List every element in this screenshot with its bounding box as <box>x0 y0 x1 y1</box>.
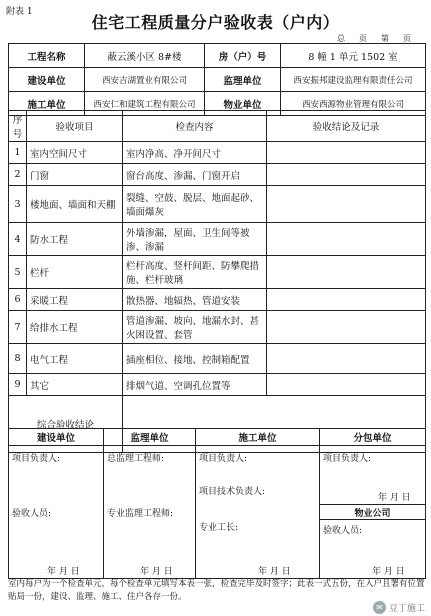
row-item: 室内空间尺寸 <box>27 142 123 164</box>
row-no: 5 <box>9 256 27 289</box>
header-no: 序号 <box>9 111 27 142</box>
sign-header-contractor: 施工单位 <box>196 429 320 446</box>
sign-header-builder: 建设单位 <box>9 429 104 446</box>
builder-label: 建设单位 <box>9 68 85 92</box>
row-content: 裂缝、空鼓、脱层、地面起砂、墙面爆灰 <box>123 186 267 223</box>
row-item: 采暖工程 <box>27 289 123 311</box>
watermark: ✉ 豆丁施工 <box>373 601 425 614</box>
row-no: 2 <box>9 164 27 186</box>
header-content: 检查内容 <box>123 111 267 142</box>
row-item: 电气工程 <box>27 344 123 374</box>
table-row <box>9 344 426 374</box>
row-result[interactable] <box>267 311 426 344</box>
row-item: 其它 <box>27 374 123 396</box>
supervisor-label: 监理单位 <box>205 68 281 92</box>
row-result[interactable] <box>267 223 426 256</box>
row-no: 4 <box>9 223 27 256</box>
sign-builder-cell[interactable]: 项目负责人: 验收人员: 年 月 日 <box>9 446 104 579</box>
row-result[interactable] <box>267 374 426 396</box>
row-no: 1 <box>9 142 27 164</box>
annex-label: 附表 1 <box>6 7 33 17</box>
contractor-value: 西安仁和建筑工程有限公司 <box>85 92 205 116</box>
row-content: 管道渗漏、坡向、地漏水封、甚火困设置、套管 <box>123 311 267 344</box>
row-no: 8 <box>9 344 27 374</box>
project-name-label: 工程名称 <box>9 44 85 68</box>
supervisor-value: 西安振邦建设监理有限责任公司 <box>281 68 426 92</box>
sign-supervisor-cell[interactable]: 总监理工程师: 专业监理工程师: 年 月 日 <box>104 446 196 579</box>
table-row <box>9 164 426 186</box>
property-label: 物业单位 <box>205 92 281 116</box>
room-label: 房（户）号 <box>205 44 281 68</box>
project-name-value: 蔽云溪小区 8#楼 <box>85 44 205 68</box>
row-item: 给排水工程 <box>27 311 123 344</box>
table-row <box>9 256 426 289</box>
table-row <box>9 223 426 256</box>
contractor-label: 施工单位 <box>9 92 85 116</box>
inspection-table <box>8 110 426 453</box>
sign-header-sub: 分包单位 <box>320 429 426 446</box>
row-result[interactable] <box>267 344 426 374</box>
table-row <box>9 289 426 311</box>
row-result[interactable] <box>267 256 426 289</box>
row-content: 窗台高度、渗漏、门窗开启 <box>123 164 267 186</box>
table-row <box>9 186 426 223</box>
row-item: 栏杆 <box>27 256 123 289</box>
builder-value: 西安吉湖置业有限公司 <box>85 68 205 92</box>
sign-header-supervisor: 监理单位 <box>104 429 196 446</box>
chat-bubble-icon: ✉ <box>373 601 386 614</box>
info-table <box>8 43 426 116</box>
property-company-title: 物业公司 <box>354 509 391 519</box>
page-count: 总 页 第 页 <box>337 34 411 43</box>
row-item: 门窗 <box>27 164 123 186</box>
header-item: 验收项目 <box>27 111 123 142</box>
row-no: 6 <box>9 289 27 311</box>
row-item: 楼地面、墙面和天棚 <box>27 186 123 223</box>
row-result[interactable] <box>267 164 426 186</box>
row-content: 外墙渗漏，屋面、卫生间等被渗、渗漏 <box>123 223 267 256</box>
row-result[interactable] <box>267 289 426 311</box>
room-value: 8 幢 1 单元 1502 室 <box>281 44 426 68</box>
row-content: 栏杆高度、竖杆间距、防攀爬措施、栏杆玻璃 <box>123 256 267 289</box>
row-content: 插座相位、接地、控制箱配置 <box>123 344 267 374</box>
row-no: 9 <box>9 374 27 396</box>
row-no: 3 <box>9 186 27 223</box>
table-row <box>9 142 426 164</box>
property-value: 西安西源物业管理有限公司 <box>281 92 426 116</box>
table-row <box>9 374 426 396</box>
conclusion-label: 综合验收结论 <box>9 396 123 453</box>
row-content: 排烟气道、空调孔位置等 <box>123 374 267 396</box>
row-result[interactable] <box>267 142 426 164</box>
signature-table <box>8 428 426 579</box>
page-title: 住宅工程质量分户验收表（户内） <box>91 13 340 32</box>
sign-sub-cell[interactable]: 项目负责人: 年 月 日 物业公司 验收人员: 年 月 日 <box>320 446 426 579</box>
header-result: 验收结论及记录 <box>267 111 426 142</box>
row-result[interactable] <box>267 186 426 223</box>
row-content: 散热器、地辐热、管道安装 <box>123 289 267 311</box>
row-content: 室内净高、净开间尺寸 <box>123 142 267 164</box>
footer-note: 室内每户为一个检查单元，每个检查单元填写本表一张，检查完毕及时签字；此表一式五份，在入户且署有位置贴局一份，建设、监理、施工、住户各存一份。 <box>8 579 425 602</box>
row-item: 防水工程 <box>27 223 123 256</box>
sign-contractor-cell[interactable]: 项目负责人: 项目技术负责人: 专业工长: 年 月 日 <box>196 446 320 579</box>
row-no: 7 <box>9 311 27 344</box>
table-row <box>9 311 426 344</box>
